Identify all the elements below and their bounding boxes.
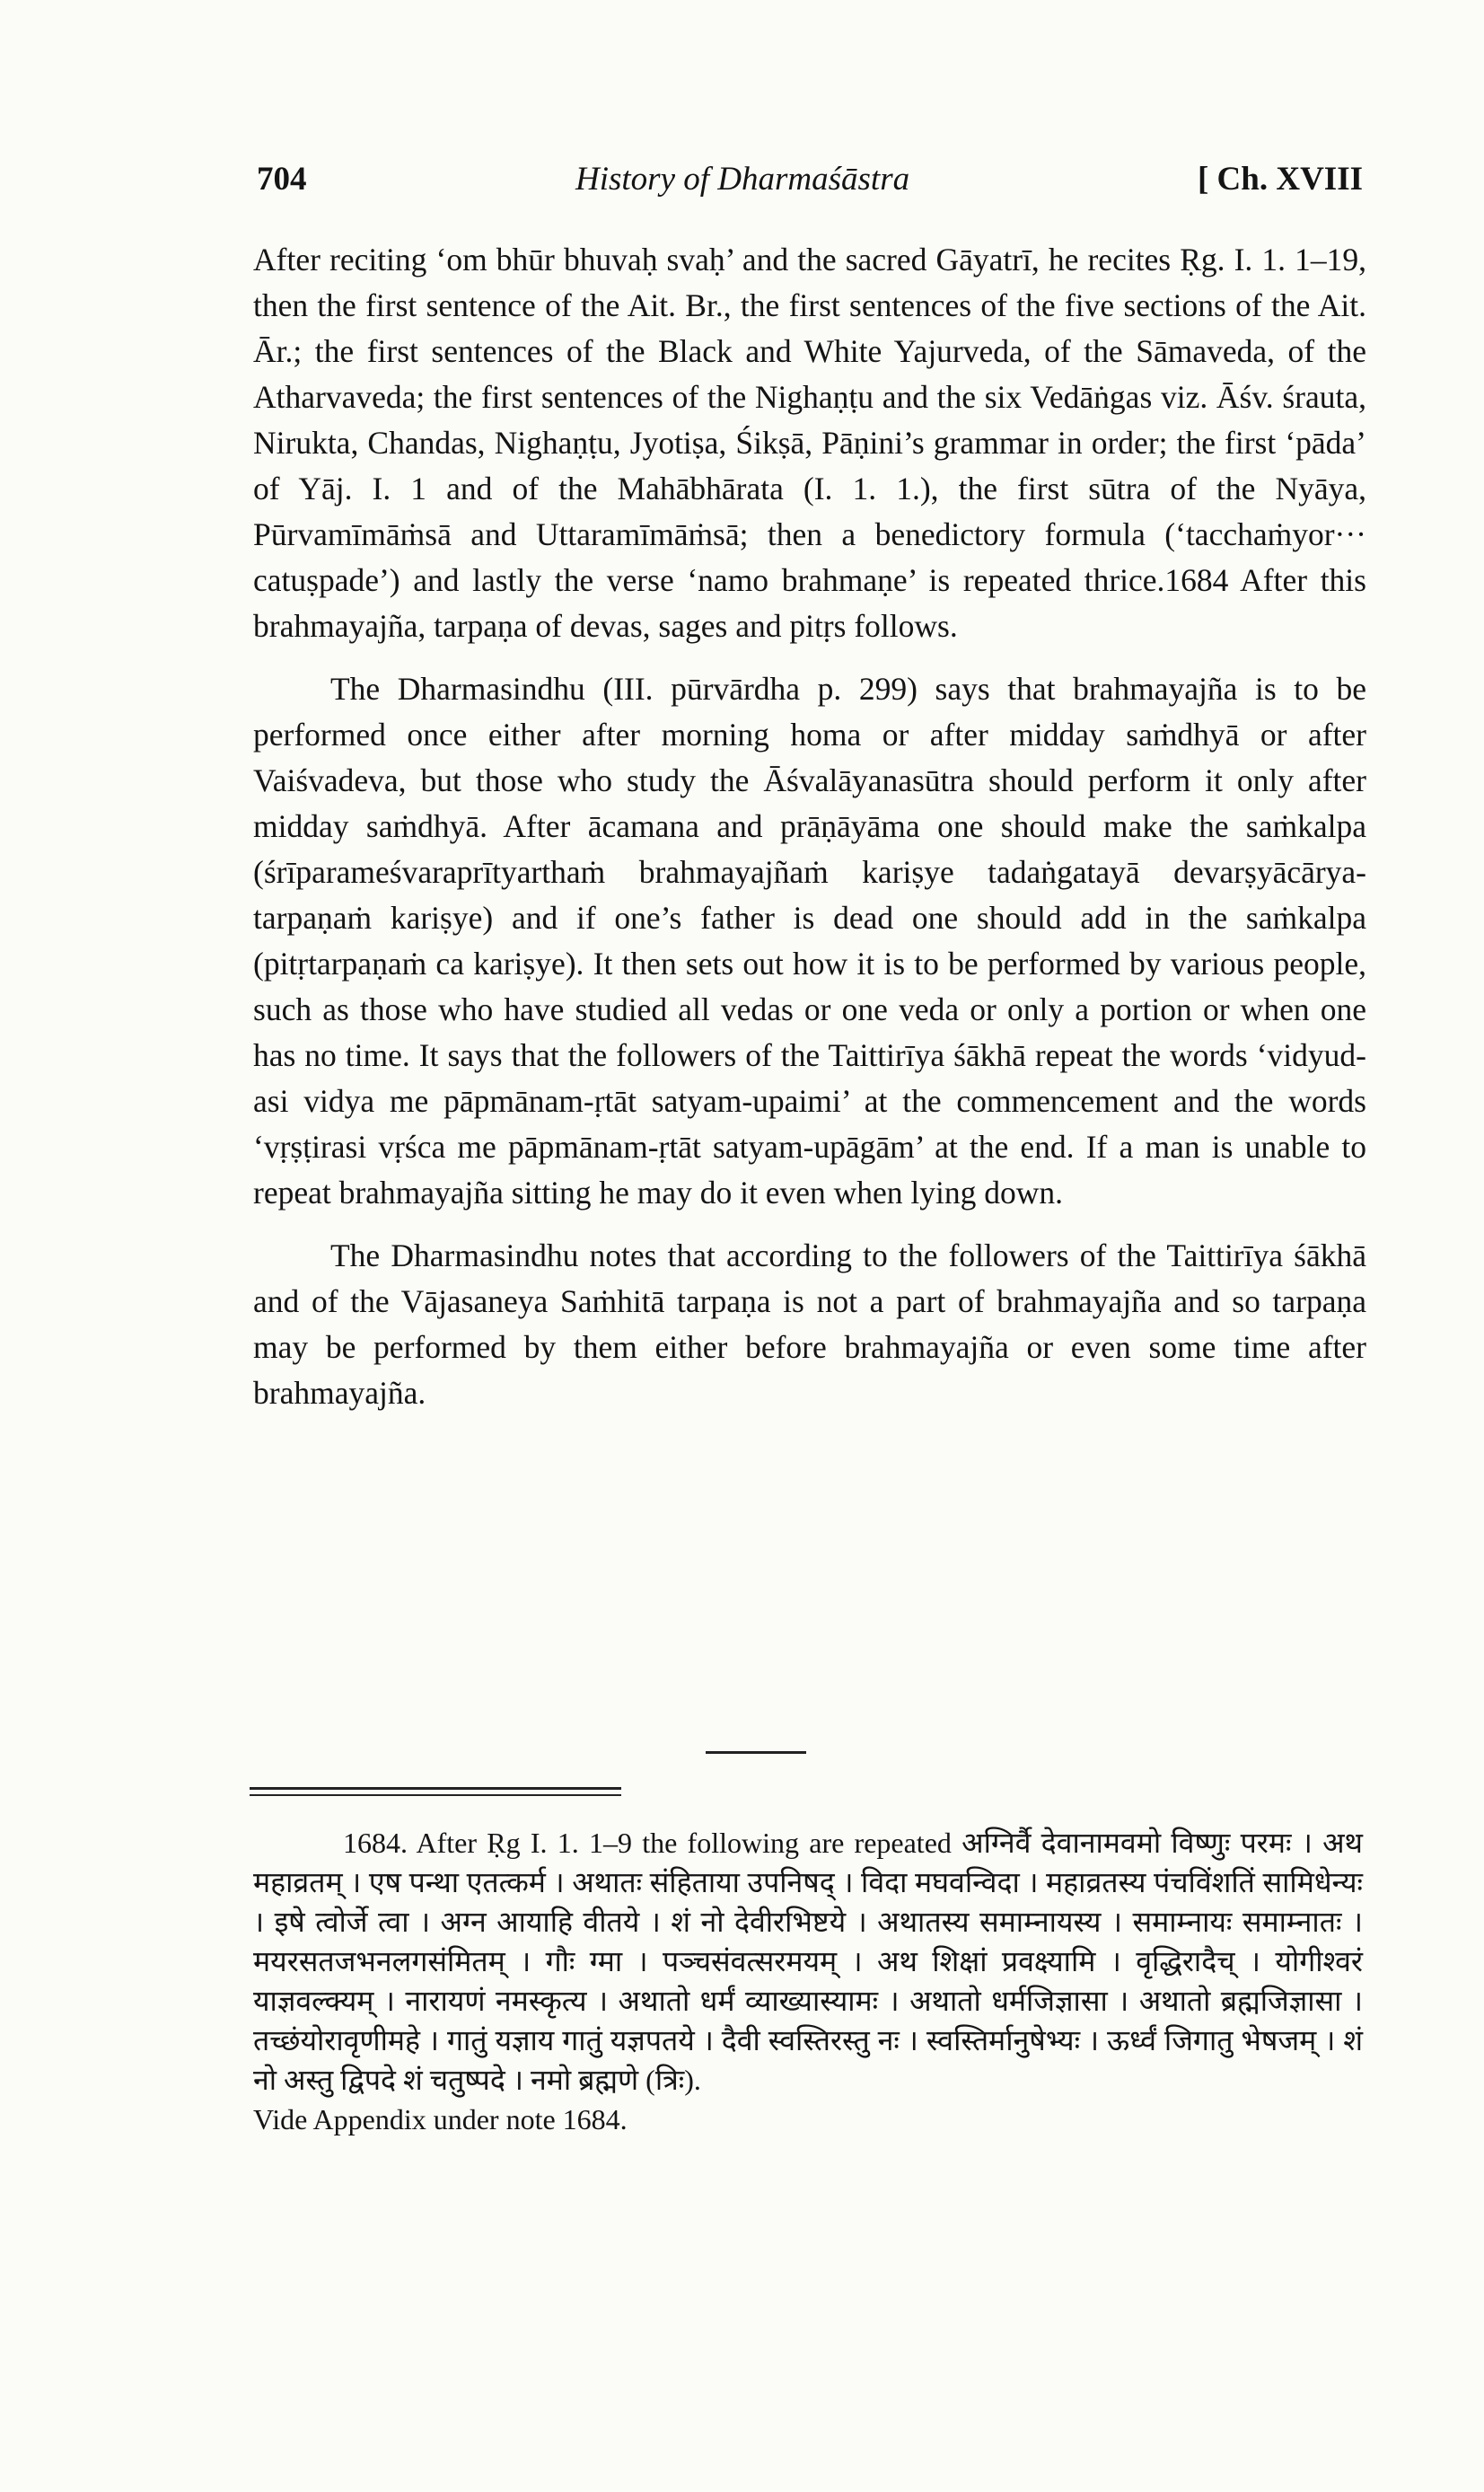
main-text xyxy=(253,237,1366,1416)
page-number: 704 xyxy=(257,161,307,198)
paragraph-2: The Dharmasindhu (III. pūrvārdha p. 299) says that brahmayajña is to be performed once either after morning homa or after midday saṁdhyā or after Vaiśvadeva, but those who study the Āśvalāyanasūtra should perform it only after midday saṁdhyā. After ācamana and prāṇāyāma one should make the saṁkalpa (śrīparameśvaraprītyarthaṁ brahmayajñaṁ kariṣye tadaṅgatayā devarṣyācārya-tarpaṇaṁ kariṣye) and if one’s father is dead one should add in the saṁkalpa (pitṛtarpaṇaṁ ca kariṣye). It then sets out how it is to be performed by various people, such as those who have studied all vedas or one veda or only a portion or when one has no time. It says that the followers of the Taittirīya śākhā repeat the words ‘vidyud-asi vidya me pāpmānam-ṛtāt satyam-upaimi’ at the commencement and the words ‘vṛṣṭirasi vṛśca me pāpmānam-ṛtāt satyam-upāgām’ at the end. If a man is unable to repeat brahmayajña sitting he may do it even when lying down. xyxy=(253,671,1366,1211)
footnote xyxy=(253,1823,1363,2139)
paragraph-3: The Dharmasindhu notes that according to the followers of the Taittirīya śākhā and of the Vājasaneya Saṁhitā tarpaṇa is not a part of brahmayajña and so tarpaṇa may be performed by them either before brahmayajña or even some time after brahmayajña. xyxy=(253,1237,1366,1411)
footnote-1684: 1684. After Ṛg I. 1. 1–9 the following are repeated अग्निर्वै देवानामवमो विष्णुः परमः । अथ महाव्रतम् । एष पन्था एतत्कर्म । अथातः संहिताया उपनिषद् । विदा मघवन्विदा । महाव्रतस्य पंचविंशतिं सामिधेन्यः । इषे त्वोर्जे त्वा । अग्न आयाहि वीतये । शं नो देवीरभिष्टये । अथातस्य समाम्नायस्य । समाम्नायः समाम्नातः । मयरसतजभनलगसंमितम् । गौः ग्मा । पञ्चसंवत्सरमयम् । अथ शिक्षां प्रवक्ष्यामि । वृद्धिरादैच् । योगीश्वरं याज्ञवल्क्यम् । नारायणं नमस्कृत्य । अथातो धर्मं व्याख्यास्यामः । अथातो धर्मजिज्ञासा । अथातो ब्रह्मजिज्ञासा । तच्छंयोरावृणीमहे । गातुं यज्ञाय गातुं यज्ञपतये । दैवी स्वस्तिरस्तु नः । स्वस्तिर्मानुषेभ्यः । ऊर्ध्वं जिगातु भेषजम् । शं नो अस्तु द्विपदे शं चतुष्पदे । नमो ब्रह्मणे (त्रिः). xyxy=(253,1827,1363,2096)
footnote-rule-secondary xyxy=(250,1794,621,1796)
paragraph-1: After reciting ‘om bhūr bhuvaḥ svaḥ’ and the sacred Gāyatrī, he recites Ṛg. I. 1. 1–19, then the first sentence of the Ait. Br., the first sentences of the five sections of the Ait. Ār.; the first sentences of the Black and White Yajurveda, of the Sāmaveda, of the Atharvaveda; the first sentences of the Nighaṇṭu and the six Vedāṅgas viz. Āśv. śrauta, Nirukta, Chandas, Nighaṇṭu, Jyotiṣa, Śikṣā, Pāṇini’s grammar in order; the first ‘pāda’ of Yāj. I. 1 and of the Mahābhārata (I. 1. 1.), the first sūtra of the Nyāya, Pūrvamīmāṁsā and Uttaramīmāṁsā; then a benedictory formula (‘tacchaṁyor··· catuṣpade’) and lastly the verse ‘namo brahmaṇe’ is repeated thrice.1684 After this brahmayajña, tarpaṇa of devas, sages and pitṛs follows. xyxy=(253,242,1366,644)
chapter-label: [ Ch. XVIII xyxy=(1197,161,1363,198)
footnote-appendix-note: Vide Appendix under note 1684. xyxy=(253,2103,628,2135)
footnote-rule xyxy=(250,1787,621,1790)
section-divider xyxy=(706,1751,806,1754)
page-header xyxy=(257,160,1363,210)
running-title: History of Dharmaśāstra xyxy=(575,161,910,198)
